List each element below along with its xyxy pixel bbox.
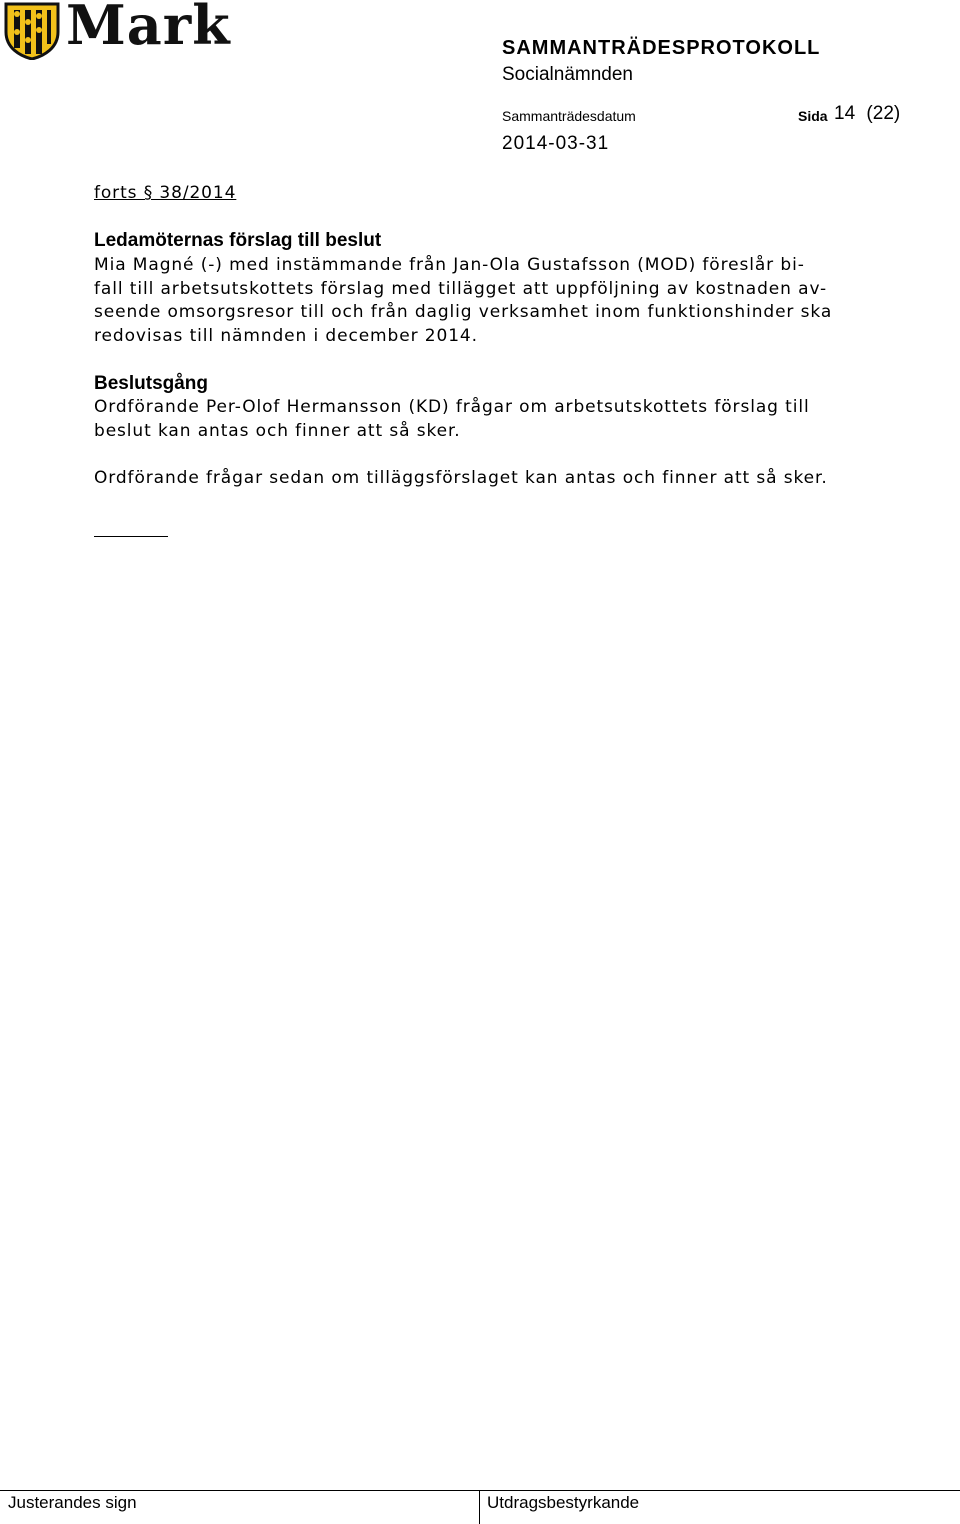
committee-name: Socialnämnden — [502, 64, 633, 85]
paragraph-decision-process — [94, 396, 810, 443]
municipality-logo — [0, 0, 240, 62]
document-type: SAMMANTRÄDESPROTOKOLL — [502, 37, 821, 59]
logo-wordmark: Mark — [66, 0, 231, 57]
text-line: redovisas till nämnden i december 2014. — [94, 325, 478, 346]
text-line: fall till arbetsutskottets förslag med tillägget att uppföljning av kostnaden av- — [94, 278, 827, 299]
page-current: 14 — [834, 103, 856, 124]
section-heading-proposals: Ledamöternas förslag till beslut — [94, 230, 382, 251]
paragraph-additional-proposal: Ordförande frågar sedan om tilläggsförslaget kan antas och finner att så sker. — [94, 468, 828, 488]
coat-of-arms-icon — [4, 2, 60, 60]
text-line: Ordförande Per-Olof Hermansson (KD) frågar om arbetsutskottets förslag till — [94, 397, 810, 417]
footer-divider — [0, 1490, 960, 1491]
forts-reference: forts § 38/2014 — [94, 183, 237, 203]
footer-signature-label: Justerandes sign — [8, 1493, 137, 1512]
page-number — [834, 102, 900, 126]
page-total: (22) — [866, 103, 901, 124]
footer-column-divider — [479, 1490, 480, 1524]
page-label: Sida — [798, 108, 828, 124]
footer-certification-label: Utdragsbestyrkande — [487, 1493, 640, 1512]
meeting-date: 2014-03-31 — [502, 133, 610, 154]
text-line: seende omsorgsresor till och från daglig verksamhet inom funktionshinder ska — [94, 302, 833, 322]
section-heading-decision-process: Beslutsgång — [94, 373, 209, 394]
section-separator — [94, 536, 168, 537]
text-line: Mia Magné (-) med instämmande från Jan-Ola Gustafsson (MOD) föreslår bi- — [94, 255, 805, 275]
text-line: beslut kan antas och finner att så sker. — [94, 420, 461, 441]
paragraph-proposals — [94, 254, 832, 348]
meeting-date-label: Sammanträdesdatum — [502, 108, 636, 124]
